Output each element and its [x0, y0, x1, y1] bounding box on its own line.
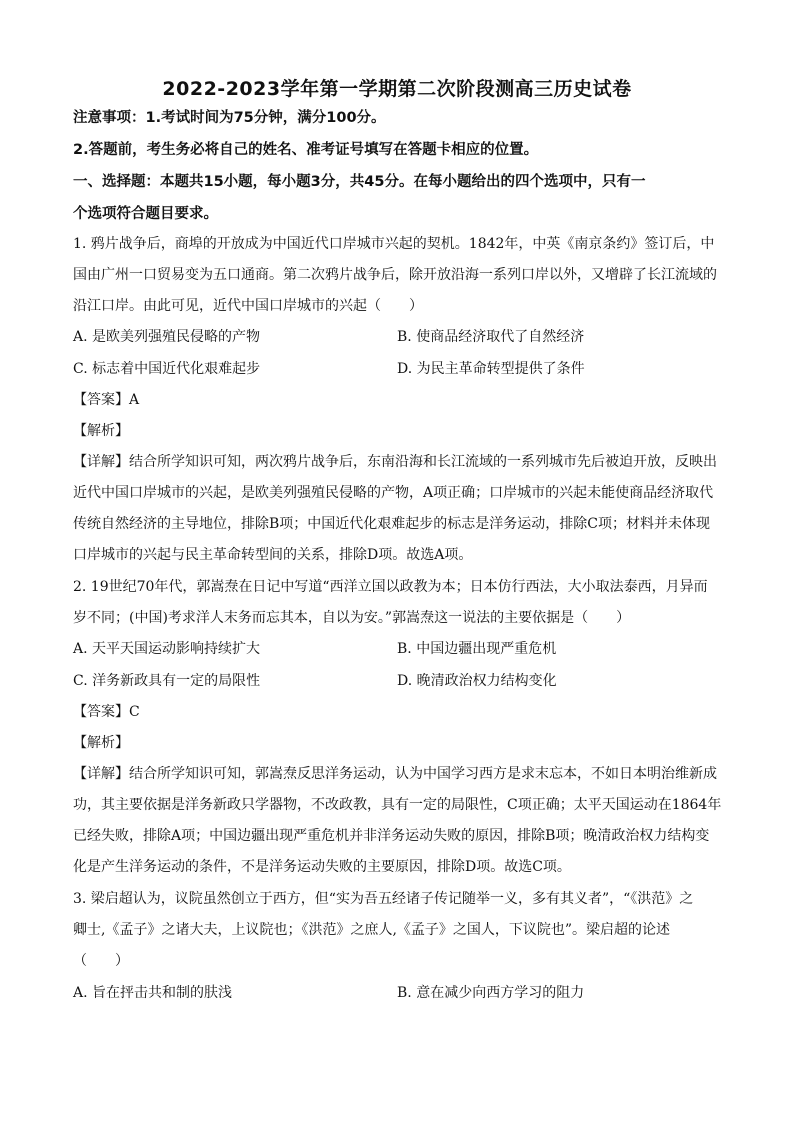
q3-stem-line-3: （ ）	[73, 953, 129, 969]
q2-stem-line-1: 2. 19世纪70年代，郭嵩焘在日记中写道“西洋立国以政教为本；日本仿行西法，大小取法泰西，月异而	[73, 579, 708, 595]
q1-stem-line-3: 沿江口岸。由此可见，近代中国口岸城市的兴起（ ）	[73, 298, 423, 314]
page-title: 2022-2023学年第一学期第二次阶段测高三历史试卷	[162, 78, 632, 100]
notes-line-2: 2.答题前，考生务必将自己的姓名、准考证号填写在答题卡相应的位置。	[73, 142, 539, 158]
q1-analysis-label: 【解析】	[73, 423, 129, 439]
q2-option-c: C. 洋务新政具有一定的局限性	[73, 673, 261, 689]
q2-detail-line-2: 功，其主要依据是洋务新政只学器物，不改政教，具有一定的局限性，C项正确；太平天国运动在1864年	[73, 797, 722, 813]
q1-detail-line-2: 近代中国口岸城市的兴起，是欧美列强殖民侵略的产物，A项正确；口岸城市的兴起未能使商品经济取代	[73, 485, 714, 501]
q2-option-d: D. 晚清政治权力结构变化	[397, 673, 557, 689]
q2-detail-line-1: 【详解】结合所学知识可知，郭嵩焘反思洋务运动，认为中国学习西方是求末忘本，不如日本明治维新成	[73, 766, 717, 782]
q3-option-b: B. 意在减少向西方学习的阻力	[397, 985, 585, 1001]
section-heading-line-2: 个选项符合题目要求。	[73, 206, 218, 222]
q1-detail-line-3: 传统自然经济的主导地位，排除B项；中国近代化艰难起步的标志是洋务运动，排除C项；材料并未体现	[73, 516, 710, 532]
q2-option-a: A. 天平天国运动影响持续扩大	[73, 641, 261, 657]
q1-option-a: A. 是欧美列强殖民侵略的产物	[73, 329, 261, 345]
q3-option-a: A. 旨在抨击共和制的肤浅	[73, 985, 233, 1001]
q2-option-b: B. 中国边疆出现严重危机	[397, 641, 557, 657]
q1-stem-line-2: 国由广州一口贸易变为五口通商。第二次鸦片战争后，除开放沿海一系列口岸以外，又增辟了长江流域的	[73, 267, 717, 283]
q1-option-b: B. 使商品经济取代了自然经济	[397, 329, 585, 345]
q2-detail-line-3: 已经失败，排除A项；中国边疆出现严重危机并非洋务运动失败的原因，排除B项；晚清政治权力结构变	[73, 828, 710, 844]
q2-stem-line-2: 岁不同；(中国)考求洋人末务而忘其本，自以为安。”郭嵩焘这一说法的主要依据是（ ）	[73, 610, 631, 626]
q3-stem-line-1: 3. 梁启超认为，议院虽然创立于西方，但“实为吾五经诸子传记随举一义，多有其义者”，“《洪范》之	[73, 891, 694, 907]
q1-stem-line-1: 1. 鸦片战争后，商埠的开放成为中国近代口岸城市兴起的契机。1842年，中英《南京条约》签订后，中	[73, 236, 715, 252]
q2-answer: 【答案】C	[73, 704, 140, 720]
q1-answer: 【答案】A	[73, 392, 140, 408]
q3-stem-line-2: 卿士,《孟子》之诸大夫，上议院也；《洪范》之庶人,《孟子》之国人，下议院也”。梁启超的论述	[73, 922, 671, 938]
q1-detail-line-4: 口岸城市的兴起与民主革命转型间的关系，排除D项。故选A项。	[73, 547, 473, 563]
section-heading-line-1: 一、选择题：本题共15小题，每小题3分，共45分。在每小题给出的四个选项中，只有一	[73, 174, 646, 190]
q2-analysis-label: 【解析】	[73, 735, 129, 751]
q1-detail-line-1: 【详解】结合所学知识可知，两次鸦片战争后，东南沿海和长江流域的一系列城市先后被迫开放，反映出	[73, 454, 717, 470]
q1-option-c: C. 标志着中国近代化艰难起步	[73, 361, 261, 377]
q1-option-d: D. 为民主革命转型提供了条件	[397, 361, 585, 377]
notes-line-1: 注意事项：1.考试时间为75分钟，满分100分。	[73, 110, 386, 126]
q2-detail-line-4: 化是产生洋务运动的条件，不是洋务运动失败的主要原因，排除D项。故选C项。	[73, 859, 571, 875]
